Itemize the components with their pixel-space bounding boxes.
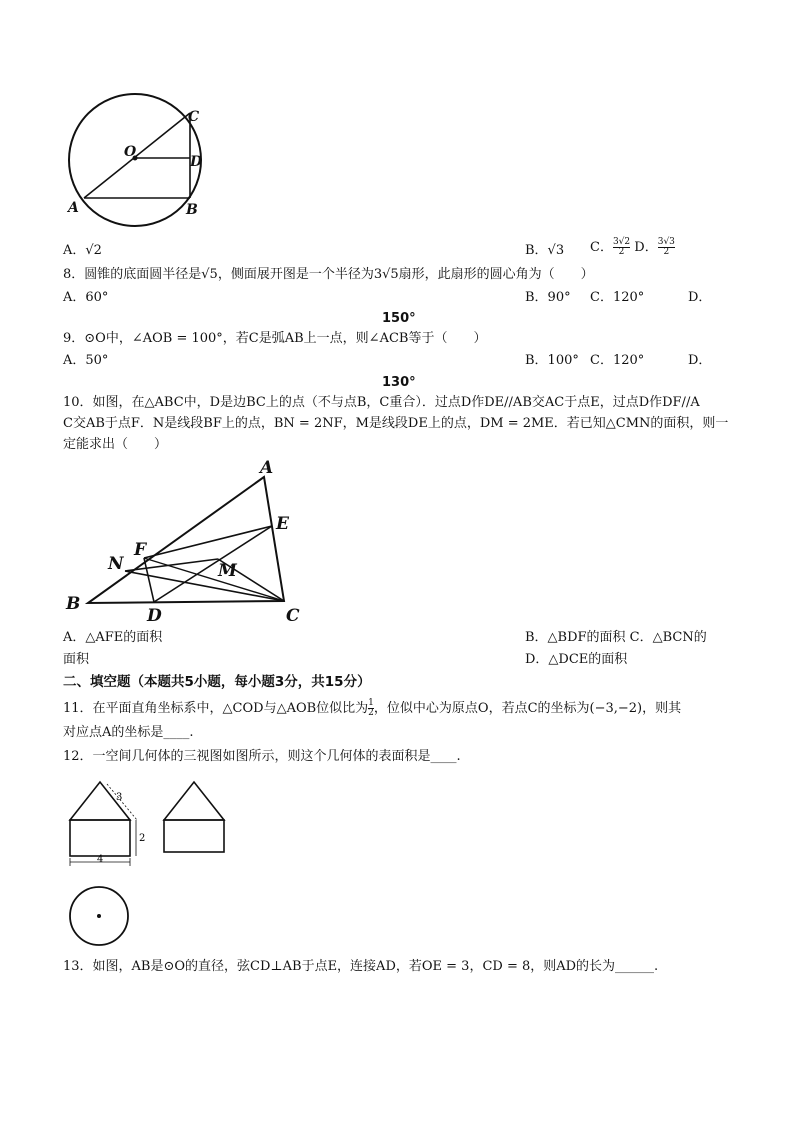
q10-option-b-c: B．△BDF的面积 C．△BCN的 [525, 630, 707, 645]
q7-label-C: C [188, 109, 200, 125]
q7-option-c-label: C． [590, 240, 613, 255]
q13-stem: 13．如图，AB是⊙O的直径，弦CD⊥AB于点E，连接AD，若OE = 3，CD = 8，则AD的长为______. [63, 959, 659, 974]
q8-stem: 8．圆锥的底面圆半径是√5，侧面展开图是一个半径为3√5扇形，此扇形的圆心角为（ ） [63, 267, 594, 282]
q7-option-d-num: 3√3 [657, 237, 675, 247]
q10-label-A: A [260, 458, 274, 478]
q11-fraction-den: 2 [368, 708, 374, 718]
q12-front-body [70, 820, 130, 856]
q12-dim-height: 2 [139, 833, 146, 844]
q12-top-view [66, 885, 136, 955]
q10-label-F: F [134, 540, 147, 560]
q10-label-B: B [66, 594, 81, 614]
section-2-title: 二、填空题（本题共5小题，每小题3分，共15分） [63, 674, 371, 690]
q7-label-O: O [124, 144, 137, 160]
q9-option-d-value: 130° [382, 375, 416, 390]
q12-side-roof [164, 782, 224, 820]
q10-stem-line1: 10．如图，在△ABC中，D是边BC上的点（不与点B，C重合）．过点D作DE//AB交AC于点E，过点D作DF//A [63, 395, 700, 410]
q10-stem-line2: C交AB于点F．N是线段BF上的点，BN = 2NF，M是线段DE上的点，DM = 2ME．若已知△CMN的面积，则一 [63, 416, 729, 431]
q10-segment-DF [144, 558, 154, 602]
q9-stem: 9．⊙O中，∠AOB = 100°，若C是弧AB上一点，则∠ACB等于（ ） [63, 331, 487, 346]
q10-option-d: D．△DCE的面积 [525, 652, 628, 667]
q7-option-b: B．√3 [525, 243, 565, 258]
q8-option-d-value: 150° [382, 311, 416, 326]
q7-label-B: B [186, 202, 198, 218]
q10-label-D: D [147, 606, 162, 626]
q11-fraction-num: 1 [368, 698, 374, 708]
q8-option-d: D． [688, 290, 712, 305]
q12-top-center-dot [97, 914, 101, 918]
q12-side-body [164, 820, 224, 852]
q11-line1-part-b: ，位似中心为原点O，若点C的坐标为(−3,−2)，则其 [373, 701, 682, 716]
q12-dim-slant: 3 [116, 792, 123, 803]
q7-label-D: D [190, 154, 203, 170]
q11-line1 [63, 699, 681, 718]
q7-segment-AC [84, 113, 190, 198]
q12-front-view [60, 770, 160, 870]
q9-option-d: D． [688, 353, 712, 368]
q7-option-a: A．√2 [63, 243, 102, 258]
q10-stem-line3: 定能求出（ ） [63, 437, 168, 452]
q8-option-b: B．90° [525, 290, 571, 305]
q8-option-a: A．60° [63, 290, 109, 305]
q12-dim-width: 4 [97, 854, 104, 865]
q7-option-c-fraction [613, 238, 630, 257]
q9-option-a: A．50° [63, 353, 109, 368]
q12-stem: 12．一空间几何体的三视图如图所示，则这个几何体的表面积是____. [63, 749, 461, 764]
q9-option-c: C．120° [590, 353, 645, 368]
q10-segment-FE [144, 526, 272, 558]
q11-line1-part-a: 11．在平面直角坐标系中，△COD与△AOB位似比为 [63, 701, 369, 716]
q10-triangle-figure [60, 455, 320, 630]
q7-label-A: A [68, 200, 79, 216]
q10-label-M: M [218, 561, 237, 581]
q7-option-c [590, 238, 675, 257]
q10-segment-DE [154, 526, 272, 602]
q7-option-c-num: 3√2 [612, 237, 631, 247]
q10-triangle-ABC [88, 477, 284, 603]
q10-label-C: C [286, 606, 300, 626]
q11-line2: 对应点A的坐标是____. [63, 725, 194, 740]
q8-option-c: C．120° [590, 290, 645, 305]
q10-label-N: N [108, 554, 124, 574]
q10-option-c-cont: 面积 [63, 652, 90, 667]
q12-side-view [160, 770, 240, 870]
q7-option-d-den: 2 [663, 247, 670, 257]
q7-option-d-fraction [658, 238, 675, 257]
q10-label-E: E [276, 514, 289, 534]
q10-option-a: A．△AFE的面积 [63, 630, 163, 645]
q7-circle-figure [60, 86, 220, 216]
q7-option-c-den: 2 [618, 247, 625, 257]
q9-option-b: B．100° [525, 353, 579, 368]
q7-option-d-label: D． [634, 240, 658, 255]
